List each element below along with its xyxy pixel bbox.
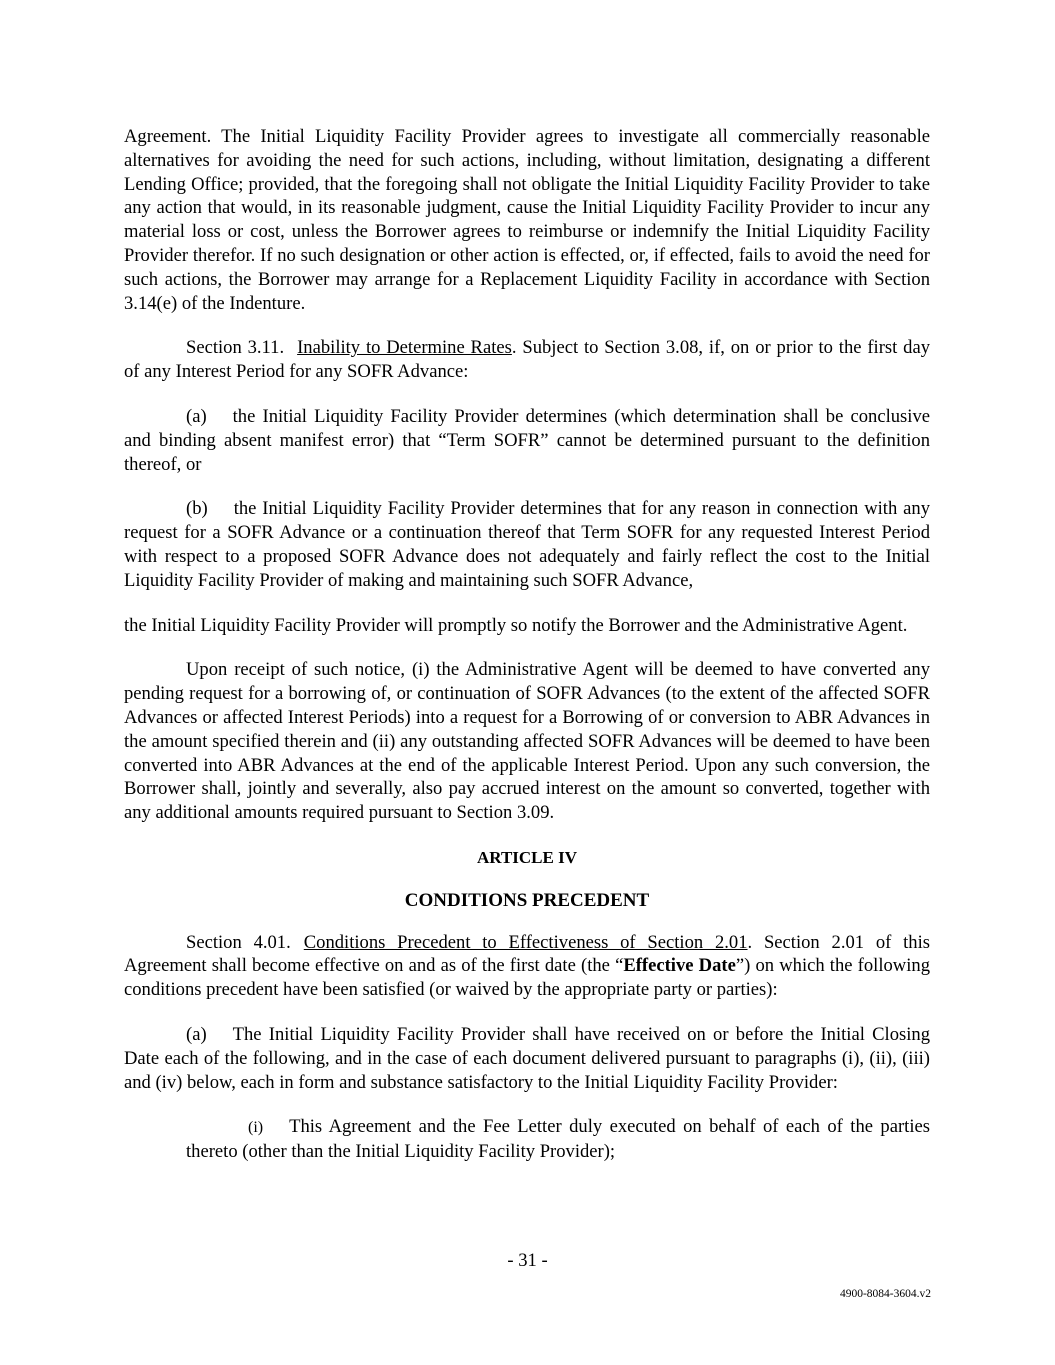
document-id: 4900-8084-3604.v2 (839, 1288, 931, 1300)
clause-b-label: (b) (186, 498, 208, 520)
section-3-11-text: . Subject to Section 3.08, if, on or prior to the first day of any Interest Period for any SOFR Advance: (124, 337, 930, 383)
article-heading: ARTICLE IV (476, 847, 577, 867)
section-4-01-title: Conditions Precedent to Effectiveness of Section 2.01 (303, 931, 748, 953)
section-3-11-title: Inability to Determine Rates (297, 337, 512, 359)
defined-term-effective-date: Effective Date (623, 955, 736, 977)
page-number: - 31 - (507, 1250, 548, 1271)
clause-a-label: (a) (186, 405, 207, 427)
clause-a (124, 405, 930, 476)
clause-4-01-a-label: (a) (186, 1023, 207, 1045)
section-3-11-number: Section 3.11. (186, 337, 285, 359)
clause-4-01-a (124, 1023, 930, 1094)
clause-b-text: the Initial Liquidity Facility Provider determines that for any reason in connection with any request for a SOFR Advance or a continuation thereof that Term SOFR for any requested Interest Period with respect to a proposed SOFR Advance does not adequately and fairly reflect the cost to the Initial Liquidity Facility Provider of making and maintaining such SOFR Advance, (124, 498, 930, 591)
clause-i-text: This Agreement and the Fee Letter duly executed on behalf of each of the parties thereto (other than the Initial Liquidity Facility Provider); (186, 1116, 930, 1163)
article-title: CONDITIONS PRECEDENT (404, 889, 650, 911)
section-4-01-text-1: . Section 2.01 of this Agreement shall become effective on and as of the first date (the “ (124, 931, 930, 977)
section-4-01-number: Section 4.01. (186, 931, 291, 953)
clause-i (124, 1115, 930, 1164)
section-3-11 (124, 336, 930, 384)
paragraph-upon-receipt: Upon receipt of such notice, (i) the Administrative Agent will be deemed to have converted any pending request for a borrowing of, or continuation of SOFR Advances (to the extent of the affected SOFR Advances or affected Interest Periods) into a request for a Borrowing of or conversion to ABR Advances in the amount specified therein and (ii) any outstanding affected SOFR Advances will be deemed to have been converted into ABR Advances at the end of the applicable Interest Period. Upon any such conversion, the Borrower shall, jointly and severally, also pay accrued interest on the amount so converted, together with any additional amounts required pursuant to Section 3.09. (124, 659, 930, 824)
clause-i-label: (i) (248, 1119, 264, 1137)
section-4-01 (124, 931, 930, 1002)
clause-4-01-a-text: The Initial Liquidity Facility Provider shall have received on or before the Initial Closing Date each of the following, and in the case of each document delivered pursuant to paragraphs (i), (ii), (iii) and (iv) below, each in form and substance satisfactory to the Initial Liquidity Facility Provider: (124, 1023, 930, 1093)
document-body (124, 125, 930, 1164)
clause-a-text: the Initial Liquidity Facility Provider determines (which determination shall be conclusive and binding absent manifest error) that “Term SOFR” cannot be determined pursuant to the definition thereof, or (124, 405, 930, 475)
clause-b (124, 497, 930, 592)
section-4-01-text-2: ”) on which the following conditions precedent have been satisfied (or waived by the appropriate party or parties): (124, 955, 930, 1001)
paragraph-agreement-continuation: Agreement. The Initial Liquidity Facility Provider agrees to investigate all commercially reasonable alternatives for avoiding the need for such actions, including, without limitation, designating a different Lending Office; provided, that the foregoing shall not obligate the Initial Liquidity Facility Provider to take any action that would, in its reasonable judgment, cause the Initial Liquidity Facility Provider to incur any material loss or cost, unless the Borrower agrees to reimburse or indemnify the Initial Liquidity Facility Provider therefor. If no such designation or other action is effected, or, if effected, fails to avoid the need for such actions, the Borrower may arrange for a Replacement Liquidity Facility in accordance with Section 3.14(e) of the Indenture. (124, 126, 930, 314)
paragraph-notify: the Initial Liquidity Facility Provider will promptly so notify the Borrower and the Administrative Agent. (124, 614, 908, 636)
